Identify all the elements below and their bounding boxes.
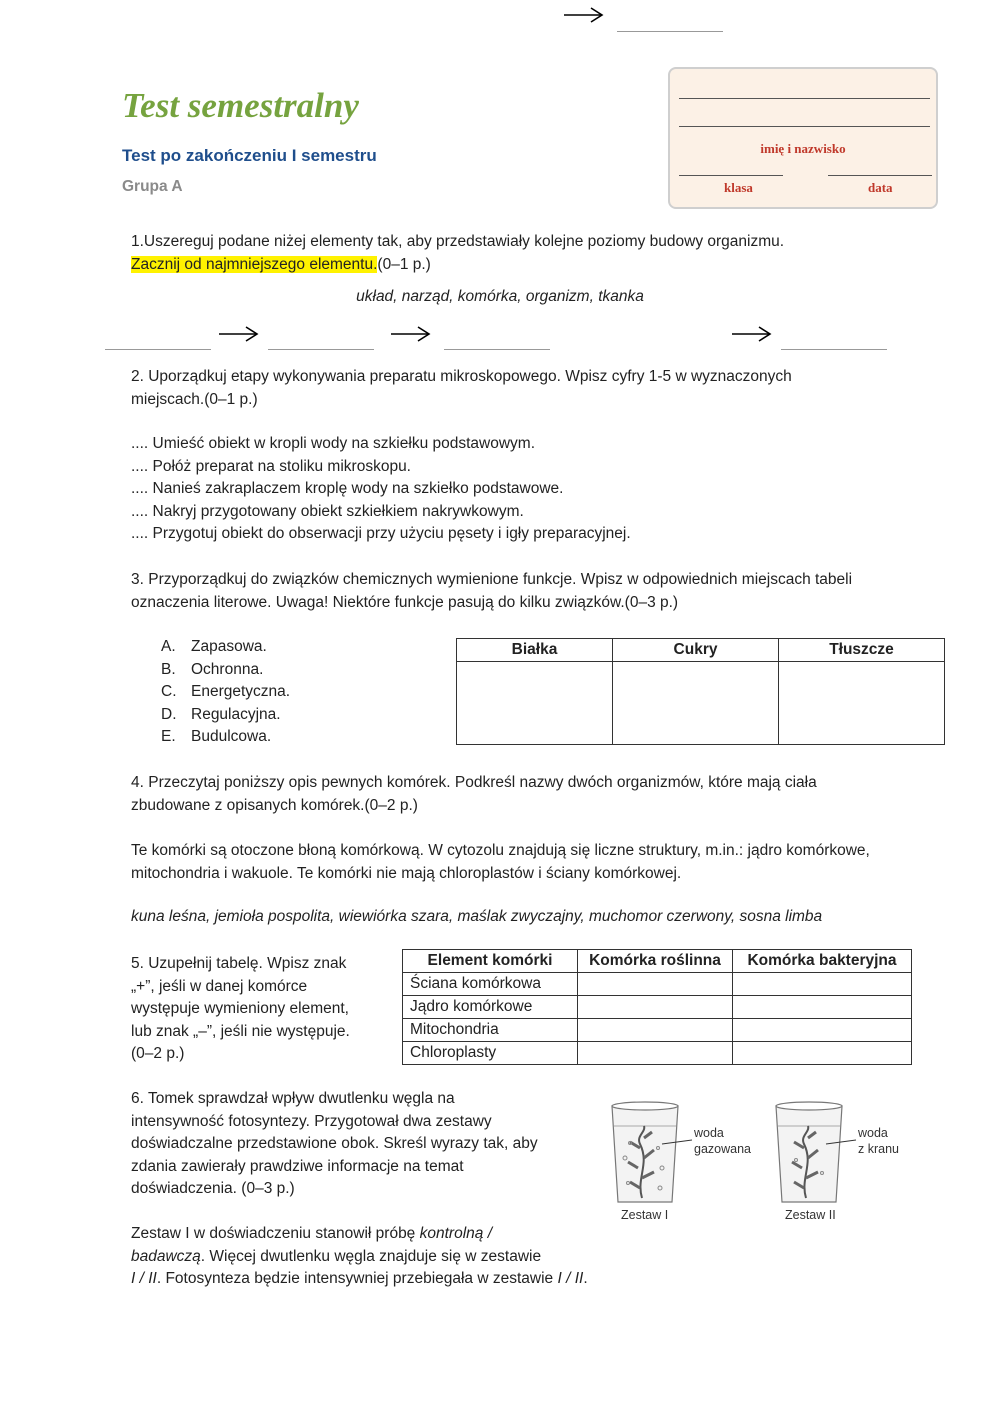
top-answer-blank[interactable] [617,31,723,32]
q2-text [131,366,792,411]
q3-header-proteins: Białka [457,639,613,662]
q3-option: E. Budulcowa. [161,728,272,745]
q6-line: intensywność fotosyntezy. Przygotował dwa zestawy [131,1112,492,1130]
q6-line: 6. Tomek sprawdzał wpływ dwutlenku węgla na [131,1090,455,1107]
q6-line: zdania zawierały prawdziwe informacje na temat [131,1157,464,1175]
class-label: klasa [724,180,753,195]
q5-answer-cell[interactable] [733,1019,912,1042]
q6-statements [131,1223,588,1291]
arrow-right-icon [390,325,432,343]
q3-option: B. Ochronna. [161,660,264,678]
q2-line2: miejscach.(0–1 p.) [131,390,258,408]
q5-row-label: Jądro komórkowe [403,996,578,1019]
q5-line: lub znak „–”, jeśli nie występuje. [131,1022,350,1040]
arrow-right-icon [731,325,773,343]
q3-header-fats: Tłuszcze [779,639,945,662]
q5-line: „+”, jeśli w danej komórce [131,977,308,995]
q2-line1: 2. Uporządkuj etapy wykonywania preparatu mikroskopowego. Wpisz cyfry 1-5 w wyznaczonych [131,368,792,385]
page-title: Test semestralny [122,86,359,125]
q3-option: D. Regulacyjna. [161,705,281,723]
q3-line1: 3. Przyporządkuj do związków chemicznych wymienione funkcje. Wpisz w odpowiednich miejscach tabeli [131,571,853,588]
q2-step[interactable]: .... Umieść obiekt w kropli wody na szkiełku podstawowym. [131,435,536,452]
q4-organisms[interactable]: kuna leśna, jemioła pospolita, wiewiórka szara, maślak zwyczajny, muchomor czerwony, sosna limba [131,908,823,925]
glass1-label-1: woda [694,1126,724,1140]
q5-row-label: Mitochondria [403,1019,578,1042]
q6-sentence-2: badawczą. Więcej dwutlenku węgla znajduje się w zestawie [131,1247,542,1265]
q5-table [402,949,912,1065]
q1-blank-2[interactable] [268,349,374,350]
q6-line: doświadczalne przedstawione obok. Skreśl wyrazy tak, aby [131,1135,538,1152]
date-label: data [868,180,893,195]
q6-choice-set[interactable]: I / II [131,1270,157,1287]
q5-header-plant: Komórka roślinna [578,950,733,973]
q3-answer-cell[interactable] [457,662,613,745]
q5-answer-cell[interactable] [578,1042,733,1065]
q5-answer-cell[interactable] [578,996,733,1019]
glass2-label-1: woda [858,1126,888,1140]
q1-blank-3[interactable] [444,349,550,350]
q5-text [131,953,350,1066]
q5-answer-cell[interactable] [578,973,733,996]
name-line-2[interactable] [679,126,930,127]
q3-answer-cell[interactable] [779,662,945,745]
q4-description [131,840,870,885]
q4-desc-line1: Te komórki są otoczone błoną komórkową. W cytozolu znajdują się liczne struktury, m.in.: jądro komórkowe, [131,842,870,859]
page-subtitle: Test po zakończeniu I semestru [122,146,377,165]
q3-text [131,569,852,614]
group-label: Grupa A [122,178,183,195]
q3-table [456,638,945,745]
student-info-box [668,67,938,209]
q6-line: doświadczenia. (0–3 p.) [131,1180,295,1197]
q6-choice-research[interactable]: badawczą [131,1247,201,1265]
q3-answer-cell[interactable] [613,662,779,745]
q1-text [131,231,784,276]
glass1-caption: Zestaw I [621,1208,669,1222]
q3-line2: oznaczenia literowe. Uwaga! Niektóre funkcje pasują do kilku związków.(0–3 p.) [131,593,679,611]
table-row [403,1042,912,1065]
q3-option: A. Zapasowa. [161,638,267,655]
q2-step[interactable]: .... Połóż preparat na stoliku mikroskopu. [131,457,411,475]
q1-line2 [131,254,784,277]
q6-choice-set[interactable]: I / II [557,1270,584,1287]
q5-line: 5. Uzupełnij tabelę. Wpisz znak [131,955,347,972]
q5-line: występuje wymieniony element, [131,1000,349,1017]
q6-sentence-3: I / II. Fotosynteza będzie intensywniej przebiegała w zestawie I / II. [131,1270,588,1287]
q6-choice-control[interactable]: kontrolną / [419,1225,493,1242]
table-row [403,1019,912,1042]
q5-answer-cell[interactable] [733,1042,912,1065]
q5-answer-cell[interactable] [578,1019,733,1042]
q1-highlight: Zacznij od najmniejszego elementu. [131,255,378,273]
table-row [403,996,912,1019]
q1-words: układ, narząd, komórka, organizm, tkanka [356,288,644,305]
q5-header-bacteria: Komórka bakteryjna [733,950,912,973]
q6-sentence-1: Zestaw I w doświadczeniu stanowił próbę kontrolną / [131,1225,493,1242]
q5-header-element: Element komórki [403,950,578,973]
q4-line1: 4. Przeczytaj poniższy opis pewnych komórek. Podkreśl nazwy dwóch organizmów, które mają ciała [131,774,817,791]
q1-blank-1[interactable] [105,349,211,350]
q1-line1: 1.Uszereguj podane niżej elementy tak, aby przedstawiały kolejne poziomy budowy organizmu. [131,233,785,250]
arrow-right-icon [218,325,260,343]
q2-step[interactable]: .... Przygotuj obiekt do obserwacji przy użyciu pęsety i igły preparacyjnej. [131,525,631,542]
glass2-label-2: z kranu [858,1142,899,1156]
q1-blank-4[interactable] [781,349,887,350]
q6-text [131,1088,538,1201]
experiment-illustration [600,1098,920,1228]
name-label: imię i nazwisko [760,141,846,156]
glass2-caption: Zestaw II [785,1208,836,1222]
q4-text [131,772,817,817]
q4-desc-line2: mitochondria i wakuole. Te komórki nie mają chloroplastów i ściany komórkowej. [131,864,682,882]
date-line[interactable] [828,175,932,176]
q5-line: (0–2 p.) [131,1045,185,1062]
top-arrow-icon [563,6,605,24]
class-line[interactable] [679,175,783,176]
name-line-1[interactable] [679,98,930,99]
q5-answer-cell[interactable] [733,996,912,1019]
q5-row-label: Chloroplasty [403,1042,578,1065]
q5-answer-cell[interactable] [733,973,912,996]
q5-row-label: Ściana komórkowa [403,973,578,996]
q2-step[interactable]: .... Nakryj przygotowany obiekt szkiełkiem nakrywkowym. [131,502,524,520]
table-row [403,973,912,996]
q1-points: (0–1 p.) [377,255,431,273]
q2-step[interactable]: .... Nanieś zakraplaczem kroplę wody na szkiełko podstawowe. [131,480,564,497]
q3-header-sugars: Cukry [613,639,779,662]
q4-line2: zbudowane z opisanych komórek.(0–2 p.) [131,796,418,814]
glass1-label-2: gazowana [694,1142,751,1156]
q3-option: C. Energetyczna. [161,683,291,700]
q2-steps [131,433,631,546]
q3-options [161,636,290,749]
